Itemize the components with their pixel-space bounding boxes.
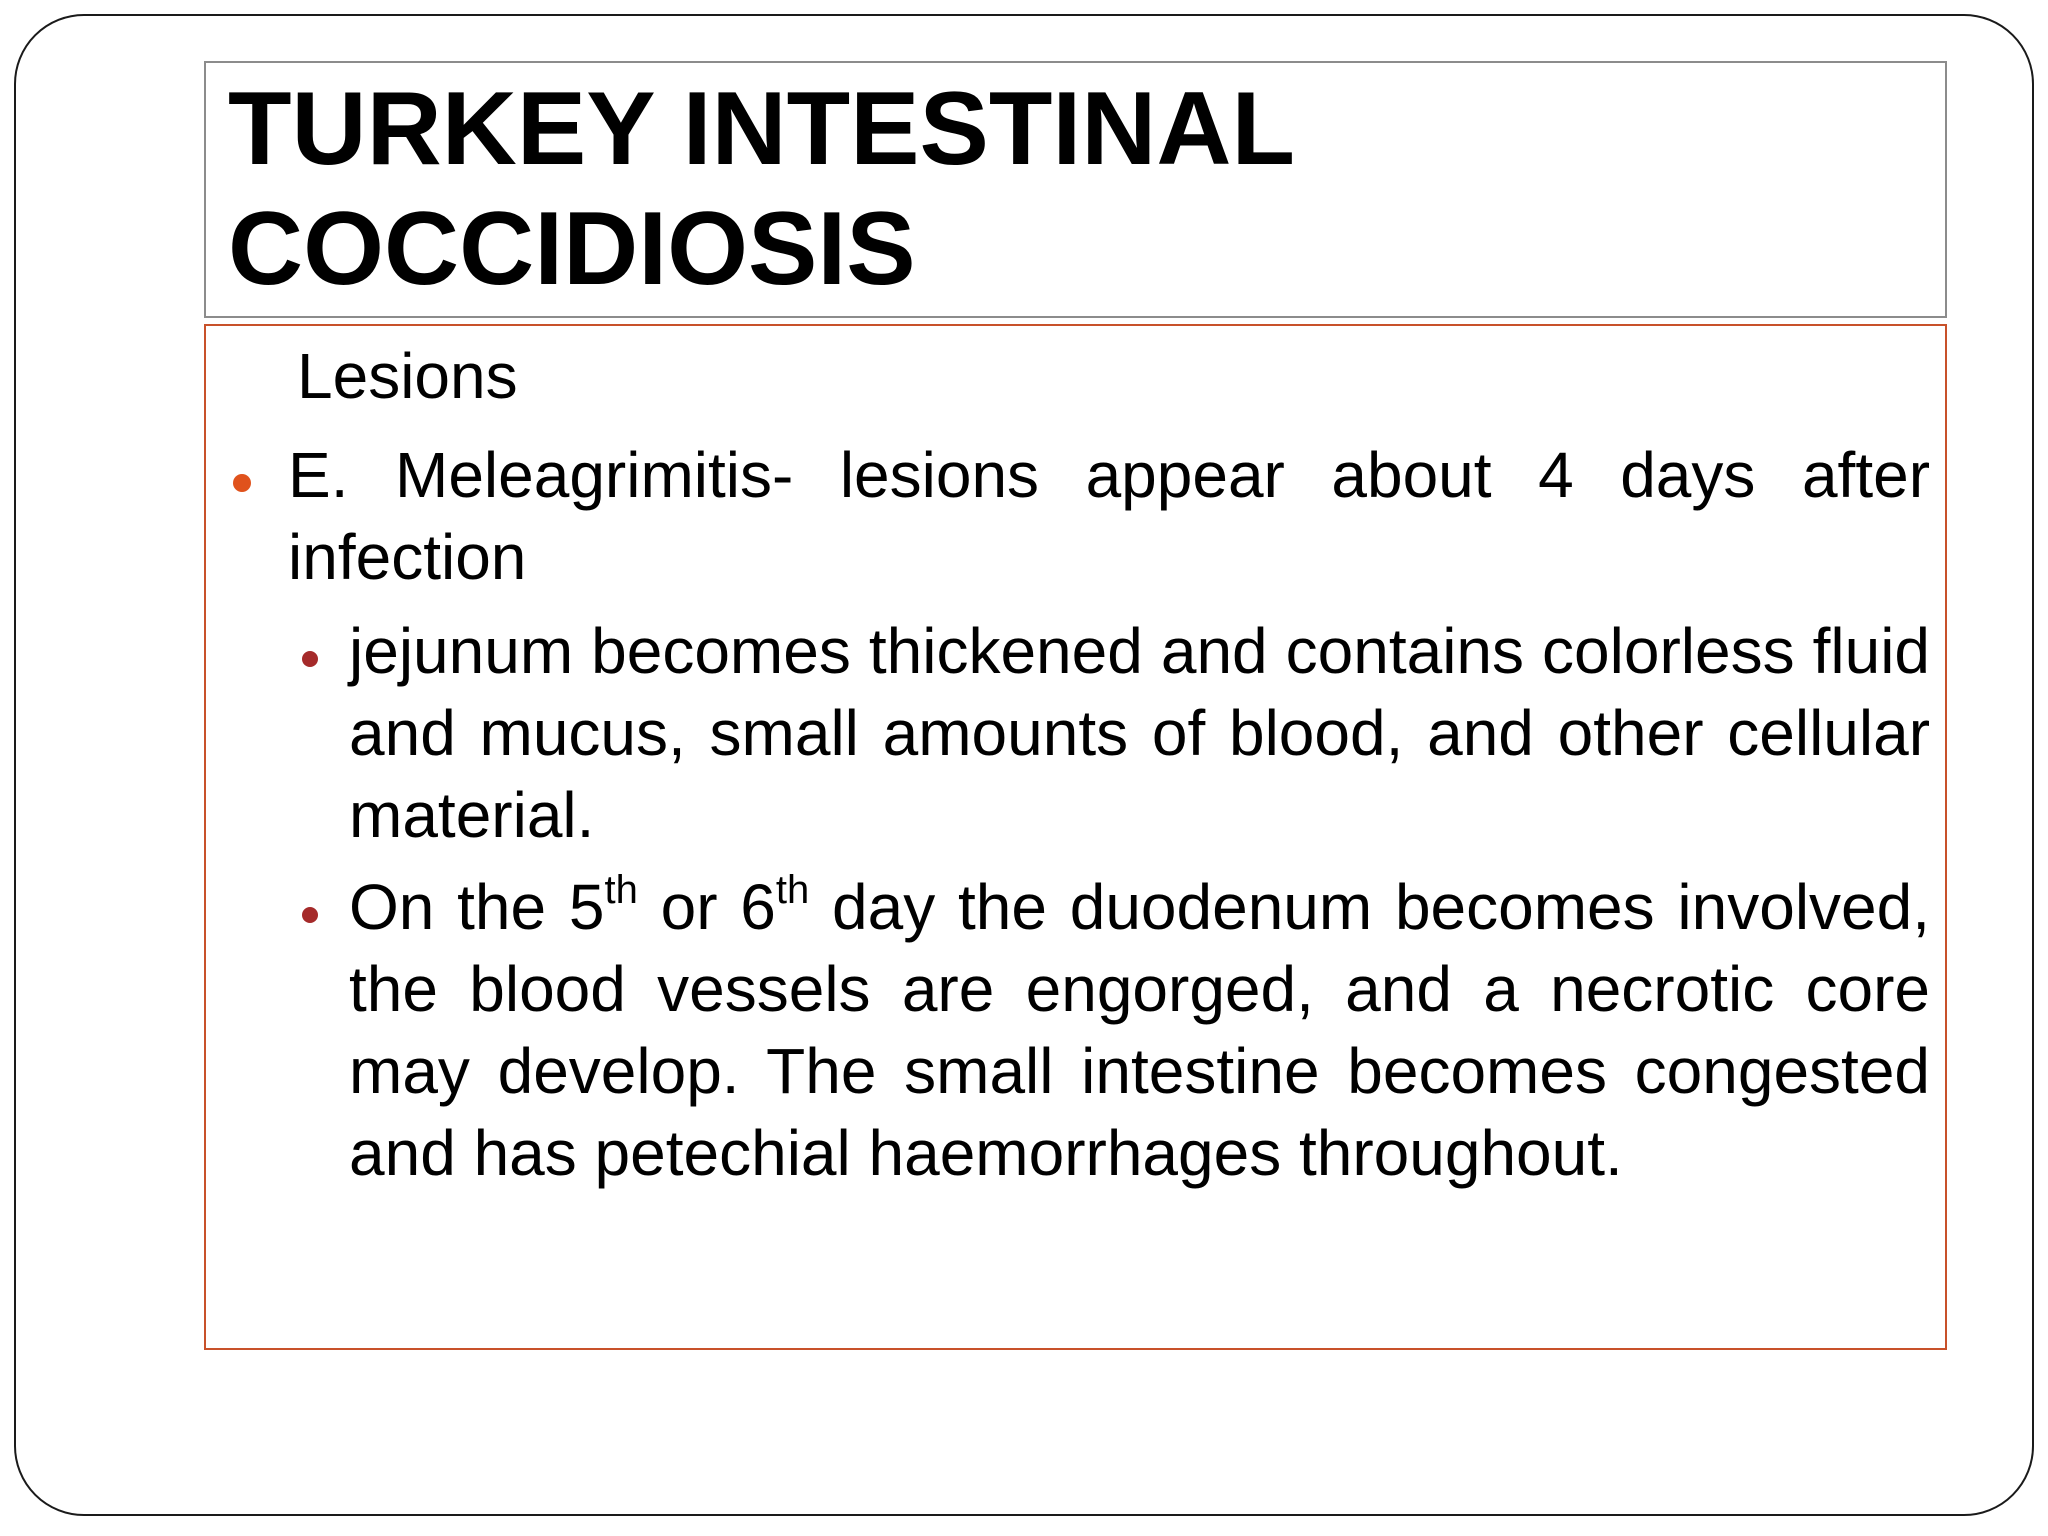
- superscript-th: th: [775, 868, 810, 912]
- sub-bullet-text-part: On the 5: [349, 871, 605, 943]
- sub-bullet-jejunum: jejunum becomes thickened and contains colorless fluid and mucus, small amounts of blood, and other cellular material.: [349, 615, 1930, 851]
- sub-bullet-text-part: or 6: [637, 871, 776, 943]
- bullet-dot-icon: [233, 474, 251, 492]
- sub-bullet-text-part: day the duodenum becomes involved, the blood vessels are engorged, and a necrotic core may develop. The small intestine becomes congested and has petechial haemorrhages throughout.: [349, 871, 1931, 1189]
- sub-bullet-duodenum: [349, 866, 1930, 1194]
- superscript-th: th: [604, 868, 638, 912]
- sub-bullet-dot-icon: [302, 651, 318, 667]
- slide-title: TURKEY INTESTINAL COCCIDIOSIS: [228, 71, 1294, 307]
- section-heading: Lesions: [297, 340, 518, 412]
- bullet-item-meleagrimitis: E. Meleagrimitis- lesions appear about 4 days after infection: [288, 439, 1930, 593]
- title-box: [204, 61, 1947, 318]
- sub-bullet-dot-icon: [302, 907, 318, 923]
- content-box: [204, 324, 1947, 1350]
